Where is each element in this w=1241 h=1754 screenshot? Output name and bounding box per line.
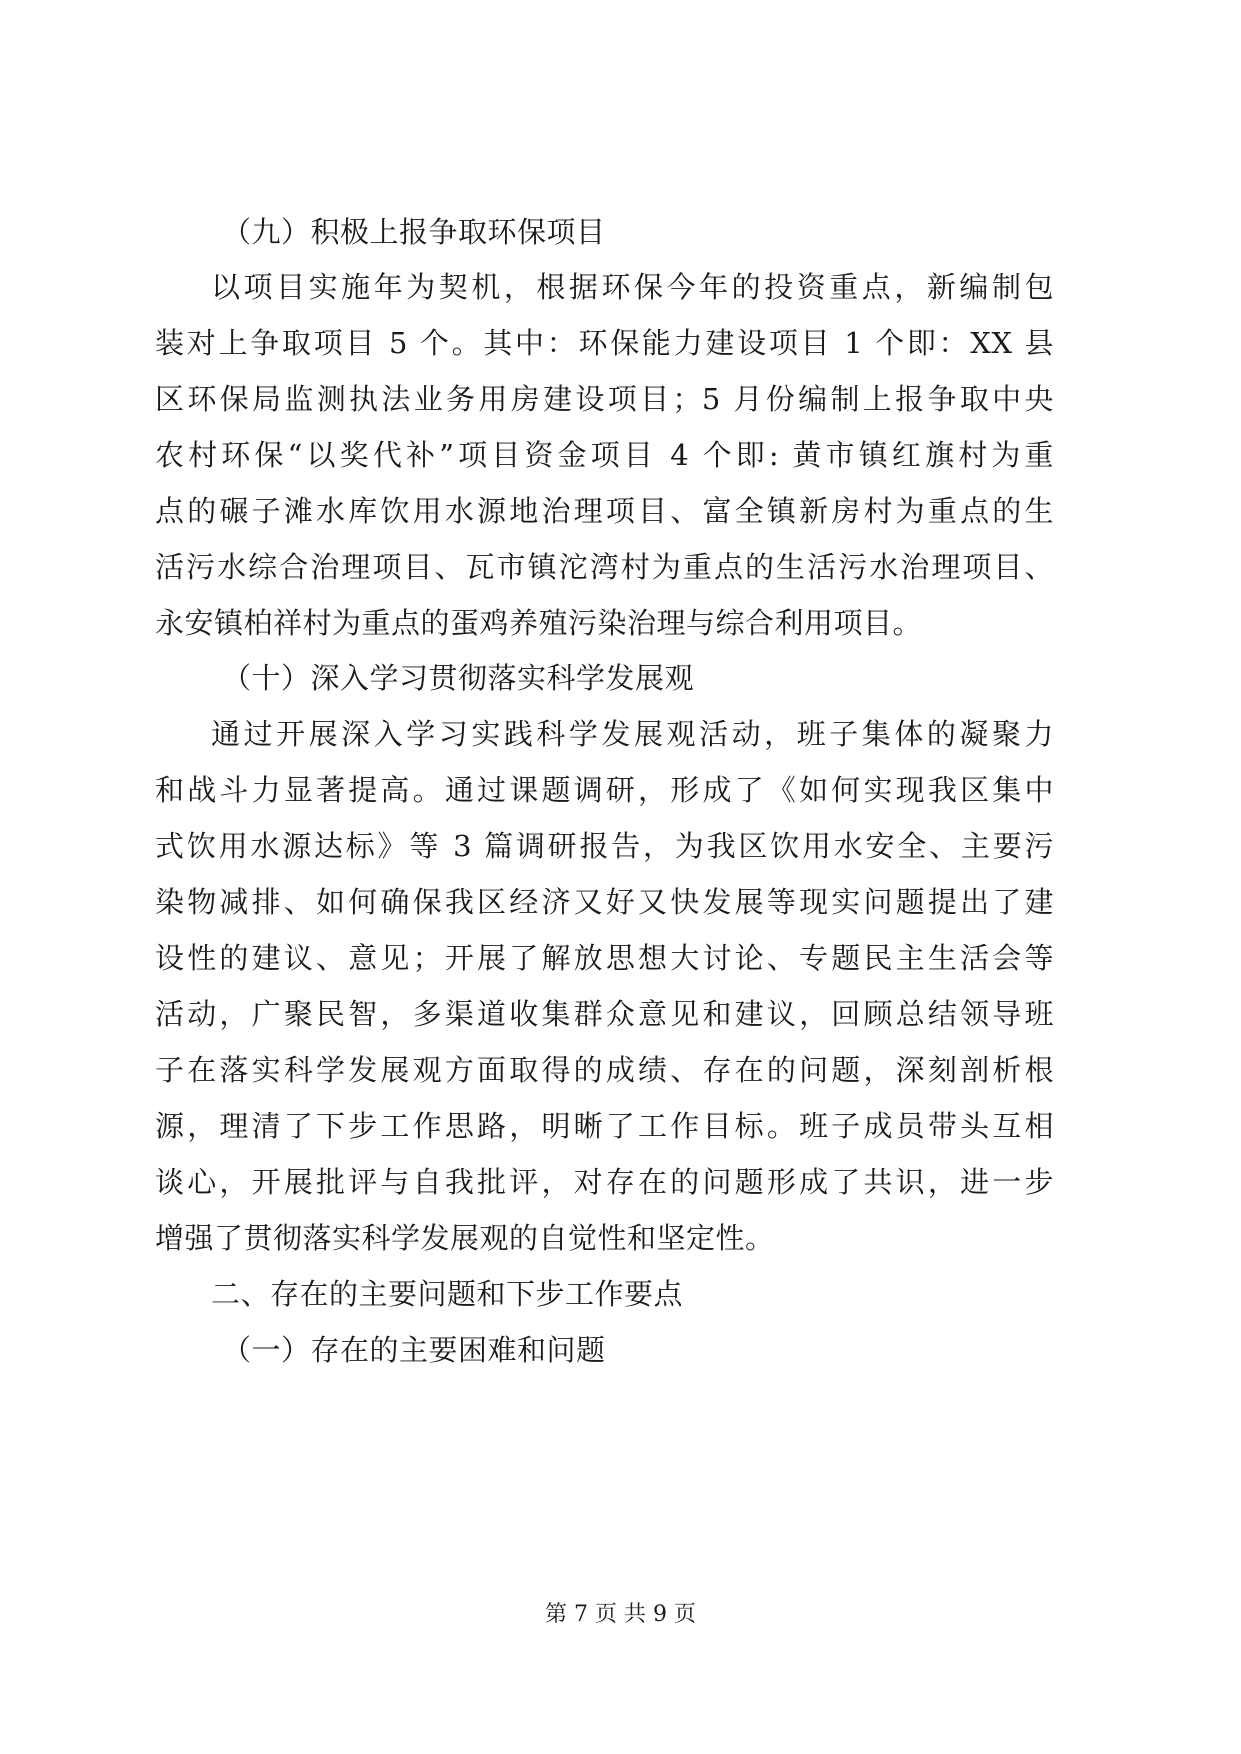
section-heading-10: （十）深入学习贯彻落实科学发展观 [222, 661, 695, 695]
section-heading-9: （九）积极上报争取环保项目 [222, 215, 606, 249]
paragraph-line: 式饮用水源达标》等 3 篇调研报告，为我区饮用水安全、主要污 [155, 829, 1054, 863]
paragraph-line: 区环保局监测执法业务用房建设项目；5 月份编制上报争取中央 [155, 382, 1054, 416]
paragraph-line: 装对上争取项目 5 个。其中：环保能力建设项目 1 个即：XX 县 [155, 326, 1054, 360]
section-heading-2: 二、存在的主要问题和下步工作要点 [211, 1277, 684, 1311]
paragraph-line: 和战斗力显著提高。通过课题调研，形成了《如何实现我区集中 [155, 773, 1054, 807]
paragraph-line: 永安镇柏祥村为重点的蛋鸡养殖污染治理与综合利用项目。 [155, 606, 923, 640]
paragraph-line: 源，理清了下步工作思路，明晰了工作目标。班子成员带头互相 [155, 1109, 1054, 1143]
paragraph-line: 点的碾子滩水库饮用水源地治理项目、富全镇新房村为重点的生 [155, 494, 1054, 528]
subsection-heading-1: （一）存在的主要困难和问题 [222, 1333, 606, 1367]
paragraph-line: 子在落实科学发展观方面取得的成绩、存在的问题，深刻剖析根 [155, 1053, 1054, 1087]
paragraph-line: 活动，广聚民智，多渠道收集群众意见和建议，回顾总结领导班 [155, 997, 1054, 1031]
page-footer: 第 7 页 共 9 页 [545, 1602, 696, 1627]
paragraph-line: 通过开展深入学习实践科学发展观活动，班子集体的凝聚力 [211, 717, 1054, 751]
paragraph-line: 农村环保“以奖代补”项目资金项目 4 个即: 黄市镇红旗村为重 [155, 438, 1054, 472]
paragraph-line: 谈心，开展批评与自我批评，对存在的问题形成了共识，进一步 [155, 1165, 1054, 1199]
paragraph-line: 染物减排、如何确保我区经济又好又快发展等现实问题提出了建 [155, 885, 1054, 919]
paragraph-line: 增强了贯彻落实科学发展观的自觉性和坚定性。 [155, 1221, 775, 1255]
paragraph-line: 以项目实施年为契机，根据环保今年的投资重点，新编制包 [211, 270, 1054, 304]
paragraph-line: 设性的建议、意见；开展了解放思想大讨论、专题民主生活会等 [155, 941, 1054, 975]
paragraph-line: 活污水综合治理项目、瓦市镇沱湾村为重点的生活污水治理项目、 [155, 550, 1054, 584]
